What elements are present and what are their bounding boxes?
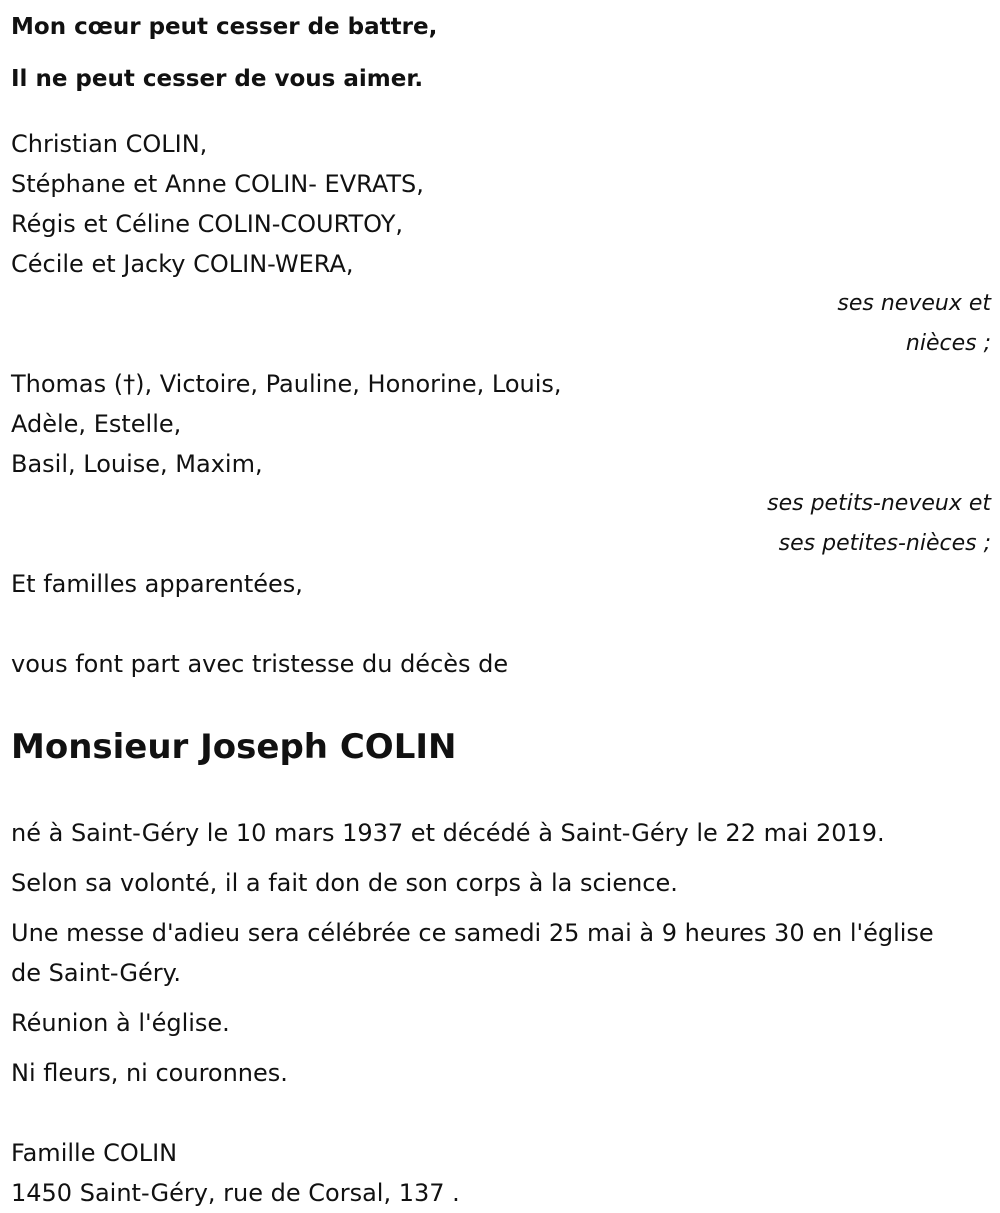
nephews-relation-line-1: ses neveux et: [837, 291, 991, 316]
details-section: [11, 813, 991, 1093]
epigraph-line-2: Il ne peut cesser de vous aimer.: [11, 66, 424, 92]
announcement-line: vous font part avec tristesse du décès de: [11, 650, 509, 678]
nephews-relation-line-2: nièces ;: [905, 331, 991, 356]
nephews-section: [11, 124, 991, 364]
body-donation-line: Selon sa volonté, il a fait don de son corps à la science.: [11, 869, 678, 897]
birth-death-line: né à Saint-Géry le 10 mars 1937 et décédé à Saint-Géry le 22 mai 2019.: [11, 819, 885, 847]
no-flowers-line: Ni fleurs, ni couronnes.: [11, 1059, 288, 1087]
nephew-name: Christian COLIN,: [11, 130, 208, 158]
deceased-name: Monsieur Joseph COLIN: [11, 727, 457, 767]
obituary-notice: [11, 0, 991, 1213]
signature-family: Famille COLIN: [11, 1139, 178, 1167]
grandnephew-names: Thomas (†), Victoire, Pauline, Honorine, Louis,: [11, 370, 562, 398]
epigraph-line-1: Mon cœur peut cesser de battre,: [11, 14, 438, 40]
grandnephews-relation-line-2: ses petites-nièces ;: [778, 531, 991, 556]
grandnephew-names: Adèle, Estelle,: [11, 410, 182, 438]
nephew-name: Cécile et Jacky COLIN-WERA,: [11, 250, 354, 278]
nephew-name: Régis et Céline COLIN-COURTOY,: [11, 210, 404, 238]
epigraph: [11, 0, 991, 104]
nephew-name: Stéphane et Anne COLIN- EVRATS,: [11, 170, 424, 198]
grandnephews-relation-line-1: ses petits-neveux et: [767, 491, 991, 516]
grandnephews-section: [11, 364, 991, 564]
grandnephew-names: Basil, Louise, Maxim,: [11, 450, 263, 478]
signature-address: 1450 Saint-Géry, rue de Corsal, 137 .: [11, 1179, 460, 1207]
signature-section: [11, 1133, 991, 1213]
families-line: Et familles apparentées,: [11, 570, 303, 598]
mass-line: Une messe d'adieu sera célébrée ce samedi 25 mai à 9 heures 30 en l'église de Saint-Géry.: [11, 919, 934, 987]
reunion-line: Réunion à l'église.: [11, 1009, 230, 1037]
